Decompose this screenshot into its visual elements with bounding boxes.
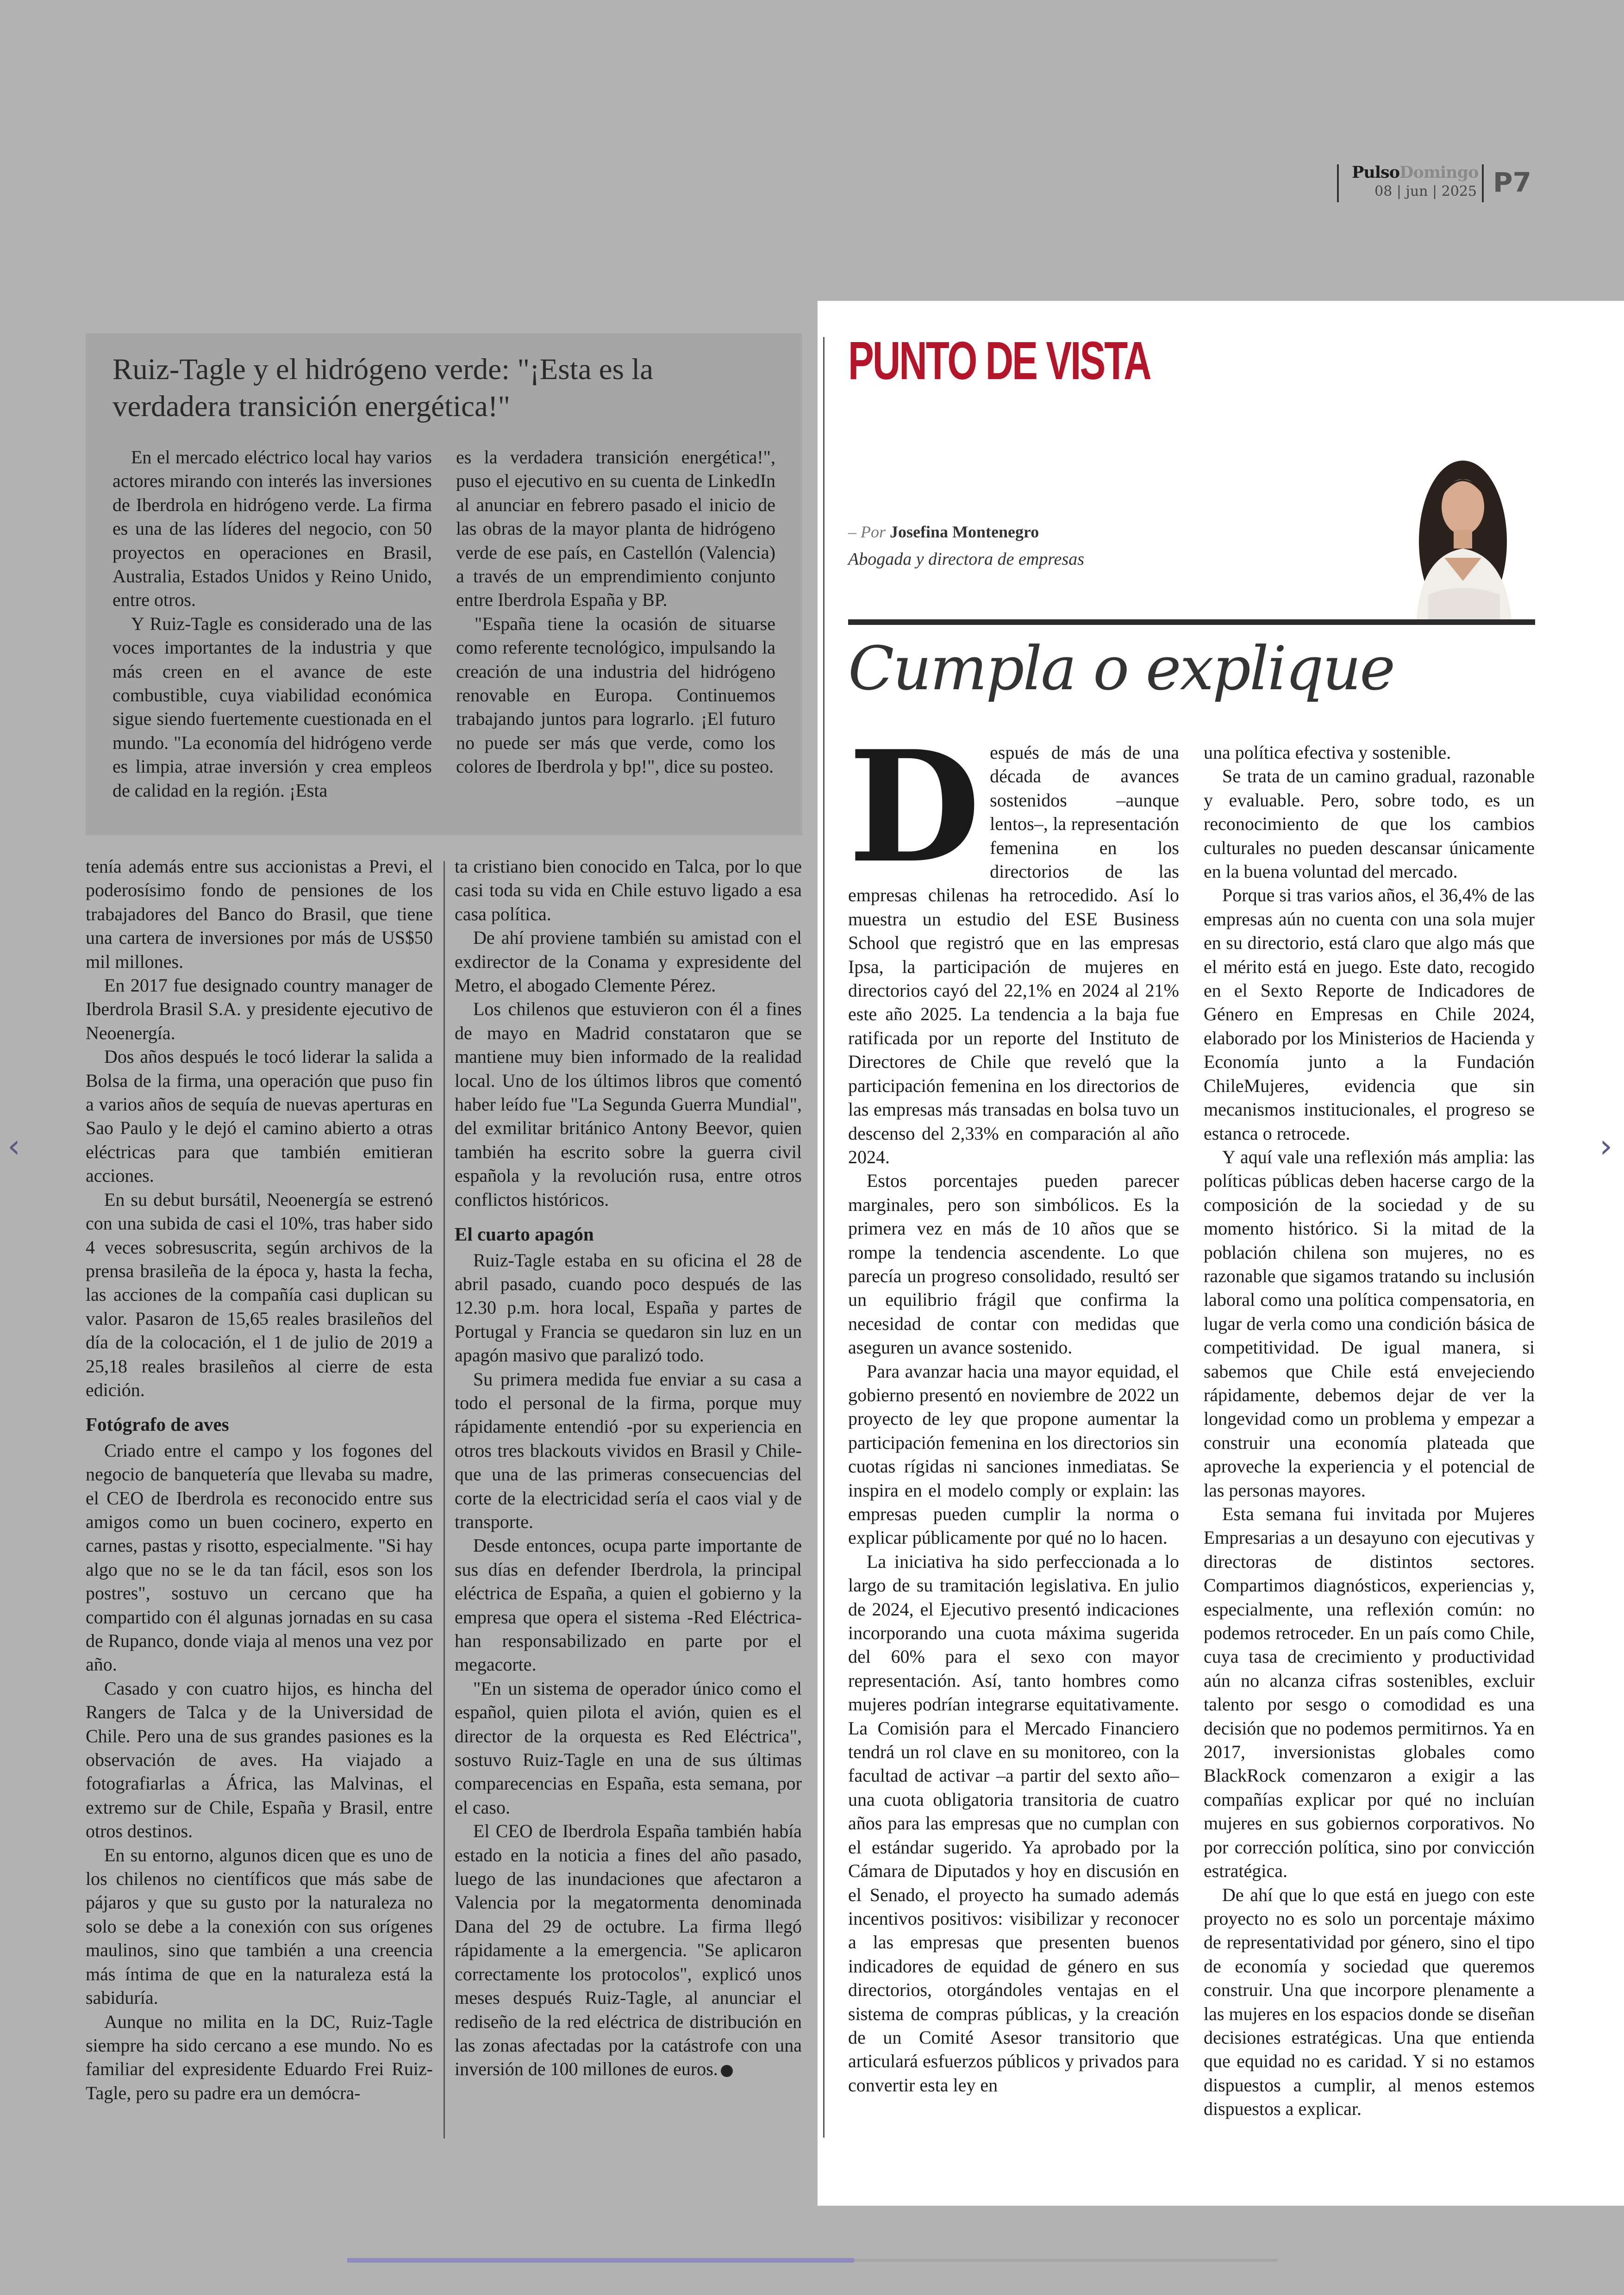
byline: – Por Josefina Montenegro bbox=[848, 523, 1039, 541]
end-mark-icon bbox=[721, 2065, 733, 2077]
article-column-2: ta cristiano bien conocido en Talca, por lo que casi toda su vida en Chile estuvo ligado a esa casa política. De ahí proviene también su amistad con el exdirector de la Conama y expresidente del Metro, el abogado Clemente Pérez. Los chilenos que estuvieron con él a fines de mayo en Madrid constataron que se mantiene muy bien informado de la realidad local. Uno de los últimos libros que comentó haber leído fue "La Segunda Guerra Mundial", del exmilitar británico Antony Beevor, quien también ha escrito sobre la guerra civil española y la revolución rusa, entre otros conflictos históricos. El cuarto apagón Ruiz-Tagle estaba en su oficina el 28 de abril pasado, cuando poco después de las 12.30 p.m. hora local, España y partes de Portugal y Francia se quedaron sin luz en un apagón masivo que paralizó todo. Su primera medida fue enviar a su casa a todo el personal de la firma, porque muy rápidamente entendió -por su experiencia en otros tres blackouts vividos en Brasil y Chile- que una de las primeras consecuencias del corte de la electricidad sería el caos vial y de transporte. Desde entonces, ocupa parte importante de sus días en defender Iberdrola, la principal eléctrica de España, a quien el gobierno y la empresa que opera el sistema -Red Eléctrica- han responsabilizado en parte por el megacorte. "En un sistema de operador único como el español, quien pilota el avión, quien es el director de la orquesta es Red Eléctrica", sostuvo Ruiz-Tagle en una de sus últimas comparecencias en España, esta semana, por el caso. El CEO de Iberdrola España también había estado en la noticia a fines del año pasado, luego de las inundaciones que afectaron a Valencia por la megatormenta denominada Dana del 29 de octubre. La firma llegó rápidamente a la emergencia. "Se aplicaron correctamente los protocolos", explicó unos meses después Ruiz-Tagle, al anunciar el rediseño de la red eléctrica de distribución en las zonas afectadas por la catástrofe con una inversión de 100 millones de euros. bbox=[455, 856, 802, 2080]
sidebar-column-2: es la verdadera transición energética!", puso el ejecutivo en su cuenta de LinkedIn al anunciar en febrero pasado el inicio de las obras de la mayor planta de hidrógeno verde de ese país, en Castellón (Valencia) a través de un emprendimiento conjunto entre Iberdrola España y BP. "España tiene la ocasión de situarse como referente tecnológico, impulsando la creación de una industria del hidrógeno renovable en Europa. Continuemos trabajando juntos para lograrlo. ¡El futuro no puede ser más que verde, como los colores de Iberdrola y bp!", dice su posteo. bbox=[456, 447, 775, 777]
section-title: PUNTO DE VISTA bbox=[848, 331, 1150, 391]
author-portrait bbox=[1384, 442, 1532, 619]
page-divider bbox=[823, 337, 824, 2138]
opinion-column-2: una política efectiva y sostenible. Se trata de un camino gradual, razonable y evaluable. Pero, sobre todo, es un reconocimiento de que los cambios culturales no pueden descansar únicamente en la buena voluntad del mercado. Porque si tras varios años, el 36,4% de las empresas aún no cuenta con una sola mujer en su directorio, está claro que algo más que el mérito está en juego. Este dato, recogido en el Sexto Reporte de Indicadores de Género en Empresas en Chile 2024, elaborado por los Ministerios de Hacienda y Economía junto a la Fundación ChileMujeres, evidencia que sin mecanismos institucionales, el progreso se estanca o retrocede. Y aquí vale una reflexión más amplia: las políticas públicas deben hacerse cargo de la composición de la sociedad y de su momento histórico. Si la mitad de la población chilena son mujeres, no es razonable que sigamos tratando su inclusión laboral como una política compensatoria, en lugar de verla como una condición básica de competitividad. De igual manera, si sabemos que Chile está envejeciendo rápidamente, debemos dejar de ver la longevidad como un problema y empezar a construir una economía plateada que aproveche la experiencia y el potencial de las personas mayores. Esta semana fui invitada por Mujeres Empresarias a un desayuno con ejecutivas y directoras de distintos sectores. Compartimos diagnósticos, experiencias y, especialmente, una reflexión común: no podemos retroceder. En un país como Chile, cuya tasa de crecimiento y productividad aún no alcanza cifras sostenibles, excluir talento por sesgo o comodidad es una decisión que no podemos permitirnos. Ya en 2017, inversionistas globales como BlackRock comenzaron a exigir a las compañías explicar por qué no incluían mujeres en sus gobiernos corporativos. No por corrección política, sino por convicción estratégica. De ahí que lo que está en juego con este proyecto no es solo un porcentaje máximo de representatividad por género, sino el tipo de economía y sociedad que queremos construir. Una que incorpore plenamente a las mujeres en los espacios donde se diseñan decisiones estratégicas. Una que entienda que equidad no es caridad. Y si no estamos dispuestos a cumplir, al menos estemos dispuestos a explicar. bbox=[1204, 742, 1535, 2120]
drop-cap: D bbox=[848, 717, 981, 897]
chevron-left-icon[interactable]: ‹ bbox=[7, 1127, 20, 1165]
headline-rule bbox=[848, 619, 1535, 625]
page-progress-fill bbox=[347, 2258, 854, 2263]
chevron-right-icon[interactable]: › bbox=[1599, 1127, 1612, 1165]
subheading: Fotógrafo de aves bbox=[86, 1414, 229, 1435]
opinion-column-1: Después de más de una década de avances sostenidos –aunque lentos–, la representación femenina en los directorios de las empresas chilenas ha retrocedido. Así lo muestra un estudio del ESE Business School que registró que en las empresas Ipsa, la participación de mujeres en directorios cayó del 22,1% en 2024 al 21% este año 2025. La tendencia a la baja fue ratificada por un reporte del Instituto de Directores de Chile que reveló que la participación femenina en los directorios de las empresas más transadas en bolsa tuvo un descenso del 2,33% en comparación al año 2024. Estos porcentajes pueden parecer marginales, pero son simbólicos. Es la primera vez en más de 10 años que se rompe la tendencia ascendente. Lo que parecía un progreso consolidado, resultó ser un equilibrio frágil que confirma la necesidad de contar con medidas que aseguren un avance sostenido. Para avanzar hacia una mayor equidad, el gobierno presentó en noviembre de 2022 un proyecto de ley que propone aumentar la participación femenina en los directorios sin cuotas rígidas ni sanciones inmediatas. Se inspira en el modelo comply or explain: las empresas pueden cumplir la norma o explicar públicamente por qué no lo hacen. La iniciativa ha sido perfeccionada a lo largo de su tramitación legislativa. En julio de 2024, el Ejecutivo presentó indicaciones incorporando una cuota máxima sugerida del 60% para el sexo con mayor representación. Así, tanto hombres como mujeres podrían integrarse equitativamente. La Comisión para el Mercado Financiero tendrá un rol clave en su monitoreo, con la facultad de activar –a partir del sexto año– una cuota obligatoria transitoria de cuatro años para las empresas que no cumplan con el estándar sugerido. Ya aprobado por la Cámara de Diputados y hoy en discusión en el Senado, el proyecto ha sumado además incentivos positivos: visibilizar y reconocer a las empresas que presenten buenos indicadores de equidad de género en sus directorios, otorgándoles ventajas en el sistema de compras públicas, y la creación de un Comité Asesor transitorio que articulará esfuerzos públicos y privados para convertir esta ley en bbox=[848, 717, 1179, 2095]
author-role: Abogada y directora de empresas bbox=[848, 549, 1085, 569]
sidebar-title: Ruiz-Tagle y el hidrógeno verde: "¡Esta es la verdadera transición energética!" bbox=[112, 353, 654, 423]
subheading: El cuarto apagón bbox=[455, 1223, 594, 1245]
brand-logo: PulsoDomingo bbox=[1352, 163, 1479, 182]
column-divider bbox=[443, 861, 445, 2139]
page-number: P7 bbox=[1493, 167, 1531, 198]
headline: Cumpla o explique bbox=[848, 633, 1394, 704]
header-divider bbox=[1482, 164, 1484, 202]
header-divider bbox=[1337, 164, 1339, 202]
sidebar-column-1: En el mercado eléctrico local hay varios actores mirando con interés las inversiones de Iberdrola en hidrógeno verde. La firma es una de las líderes del negocio, con 50 proyectos en operaciones en Brasil, Australia, Estados Unidos y Reino Unido, entre otros. Y Ruiz-Tagle es considerado una de las voces importantes de la industria y que más creen en el avance de este combustible, cuya viabilidad económica sigue siendo fuertemente cuestionada en el mundo. "La economía del hidrógeno verde es limpia, atrae inversión y crea empleos de calidad en la región. ¡Esta bbox=[112, 447, 432, 801]
author-name: Josefina Montenegro bbox=[890, 523, 1039, 541]
issue-date: 08 | jun | 2025 bbox=[1374, 183, 1477, 200]
article-column-1: tenía además entre sus accionistas a Previ, el poderosísimo fondo de pensiones de los trabajadores del Banco do Brasil, que tiene una cartera de inversiones por más de US$50 mil millones. En 2017 fue designado country manager de Iberdrola Brasil S.A. y presidente ejecutivo de Neoenergía. Dos años después le tocó liderar la salida a Bolsa de la firma, una operación que puso fin a varios años de sequía de nuevas aperturas en Sao Paulo y le dejó el camino abierto a otras eléctricas para que también emitieran acciones. En su debut bursátil, Neoenergía se estrenó con una subida de casi el 10%, tras haber sido 4 veces sobresuscrita, según archivos de la prensa brasileña de la época y, hasta la fecha, las acciones de la compañía casi duplican su valor. Pasaron de 15,65 reales brasileños del día de la colocación, el 1 de julio de 2019 a 25,18 reales brasileños al cierre de esta edición. Fotógrafo de aves Criado entre el campo y los fogones del negocio de banquetería que llevaba su madre, el CEO de Iberdrola es reconocido entre sus amigos como un buen cocinero, experto en carnes, pastas y risotto, especialmente. "Si hay algo que no se le da tan fácil, esos son los postres", sostuvo un cercano que ha compartido con él algunas jornadas en su casa de Rupanco, donde viaja al menos una vez por año. Casado y con cuatro hijos, es hincha del Rangers de Talca y de la Universidad de Chile. Pero una de sus grandes pasiones es la observación de aves. Ha viajado a fotografiarlas a África, las Malvinas, el extremo sur de Chile, España y Brasil, entre otros destinos. En su entorno, algunos dicen que es uno de los chilenos no científicos que más sabe de pájaros y que su gusto por la naturaleza no solo se debe a la conexión con sus orígenes maulinos, sino que también a una creencia más íntima de que en la naturaleza está la sabiduría. Aunque no milita en la DC, Ruiz-Tagle siempre ha sido cercano a ese mundo. No es familiar del expresidente Eduardo Frei Ruiz-Tagle, pero su padre era un demócra- bbox=[86, 856, 433, 2103]
